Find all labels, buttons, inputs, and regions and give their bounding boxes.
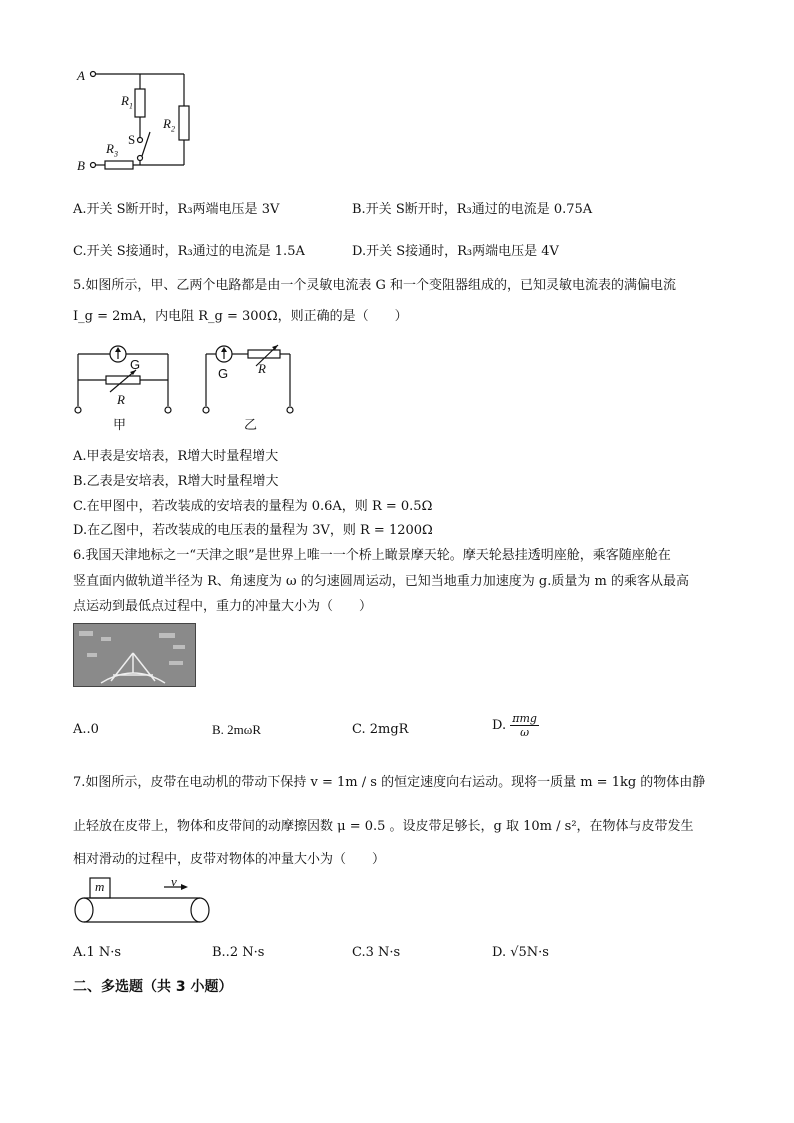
q6-stem-line3: 点运动到最低点过程中，重力的冲量大小为（ ）	[73, 599, 373, 614]
rheostat-r	[106, 376, 140, 384]
q4-option-a[interactable]: A.开关 S断开时，R₃两端电压是 3V	[73, 202, 280, 217]
switch-s	[142, 132, 150, 156]
q6-ferris-wheel-photo	[73, 623, 196, 687]
q4-circuit-figure	[70, 64, 200, 176]
q5-stem-line1: 5.如图所示，甲、乙两个电路都是由一个灵敏电流表 G 和一个变阻器组成的，已知灵敏电流表的满偏电流	[73, 278, 677, 293]
switch-contact	[138, 138, 143, 143]
q5-stem-line2: I_g = 2mA，内电阻 R_g = 300Ω，则正确的是（ ）	[73, 309, 408, 324]
q5-option-b[interactable]: B.乙表是安培表，R增大时量程增大	[73, 474, 279, 489]
q7-stem-line1: 7.如图所示，皮带在电动机的带动下保持 v = 1m / s 的恒定速度向右运动。现将一质量 m = 1kg 的物体由静	[73, 775, 706, 790]
q7-option-d[interactable]: D. √5N·s	[492, 945, 549, 960]
q6-option-b[interactable]: B. 2mωR	[212, 722, 262, 737]
resistor-r1	[135, 89, 145, 117]
label-r3: $R_3$	[106, 141, 118, 159]
label-r2: $R_2$	[163, 116, 175, 134]
q5-option-a[interactable]: A.甲表是安培表，R增大时量程增大	[73, 449, 279, 464]
q7-label-v: v	[171, 874, 177, 889]
q6-option-d[interactable]: D. $\frac{\text{πmg}}{\omega}$	[492, 712, 537, 739]
q5-label-g2: G	[218, 366, 229, 381]
q6-option-a[interactable]: A..0	[73, 722, 99, 737]
q7-label-m: m	[95, 879, 105, 894]
q6-stem-line2: 竖直面内做轨道半径为 R、角速度为 ω 的匀速圆周运动，已知当地重力加速度为 g.质量为 m 的乘客从最高	[73, 574, 689, 589]
q7-conveyor-figure	[72, 874, 214, 926]
q7-option-c[interactable]: C.3 N·s	[352, 945, 401, 960]
pulley-left	[75, 898, 93, 922]
q5-option-c[interactable]: C.在甲图中，若改装成的安培表的量程为 0.6A，则 R = 0.5Ω	[73, 499, 433, 514]
q7-option-a[interactable]: A.1 N·s	[73, 945, 122, 960]
q6-stem-line1: 6.我国天津地标之一“天津之眼”是世界上唯一一个桥上瞰景摩天轮。摩天轮悬挂透明座舱，乘客随座舱在	[73, 548, 671, 563]
q5-circuit-yi	[196, 342, 300, 422]
label-r1: $R_1$	[121, 93, 133, 111]
q6-option-c[interactable]: C. 2mgR	[352, 722, 409, 737]
label-b: B	[77, 158, 85, 173]
q4-option-d[interactable]: D.开关 S接通时，R₃两端电压是 4V	[352, 244, 559, 259]
q4-option-b[interactable]: B.开关 S断开时，R₃通过的电流是 0.75A	[352, 202, 593, 217]
q7-stem-line3: 相对滑动的过程中，皮带对物体的冲量大小为（ ）	[73, 852, 386, 867]
q5-caption-yi: 乙	[244, 418, 258, 433]
q5-label-g1: G	[130, 357, 141, 372]
q7-option-b[interactable]: B..2 N·s	[212, 945, 265, 960]
rheostat-r	[248, 350, 280, 358]
q5-option-d[interactable]: D.在乙图中，若改装成的电压表的量程为 3V，则 R = 1200Ω	[73, 523, 433, 538]
terminal-b	[91, 163, 96, 168]
q5-caption-jia: 甲	[113, 418, 127, 433]
q4-option-c[interactable]: C.开关 S接通时，R₃通过的电流是 1.5A	[73, 244, 305, 259]
section-heading: 二、多选题（共 3 小题）	[73, 979, 233, 995]
pulley-right	[191, 898, 209, 922]
resistor-r3	[105, 161, 133, 169]
q5-label-r1: R	[117, 392, 125, 407]
q5-circuit-jia	[70, 342, 180, 422]
q5-label-r2: R	[258, 361, 266, 376]
terminal-a	[91, 72, 96, 77]
label-a: A	[77, 68, 85, 83]
label-s: S	[128, 132, 136, 147]
q7-stem-line2: 止轻放在皮带上，物体和皮带间的动摩擦因数 μ = 0.5 。设皮带足够长，g 取 10m / s²，在物体与皮带发生	[73, 819, 694, 834]
resistor-r2	[179, 106, 189, 140]
